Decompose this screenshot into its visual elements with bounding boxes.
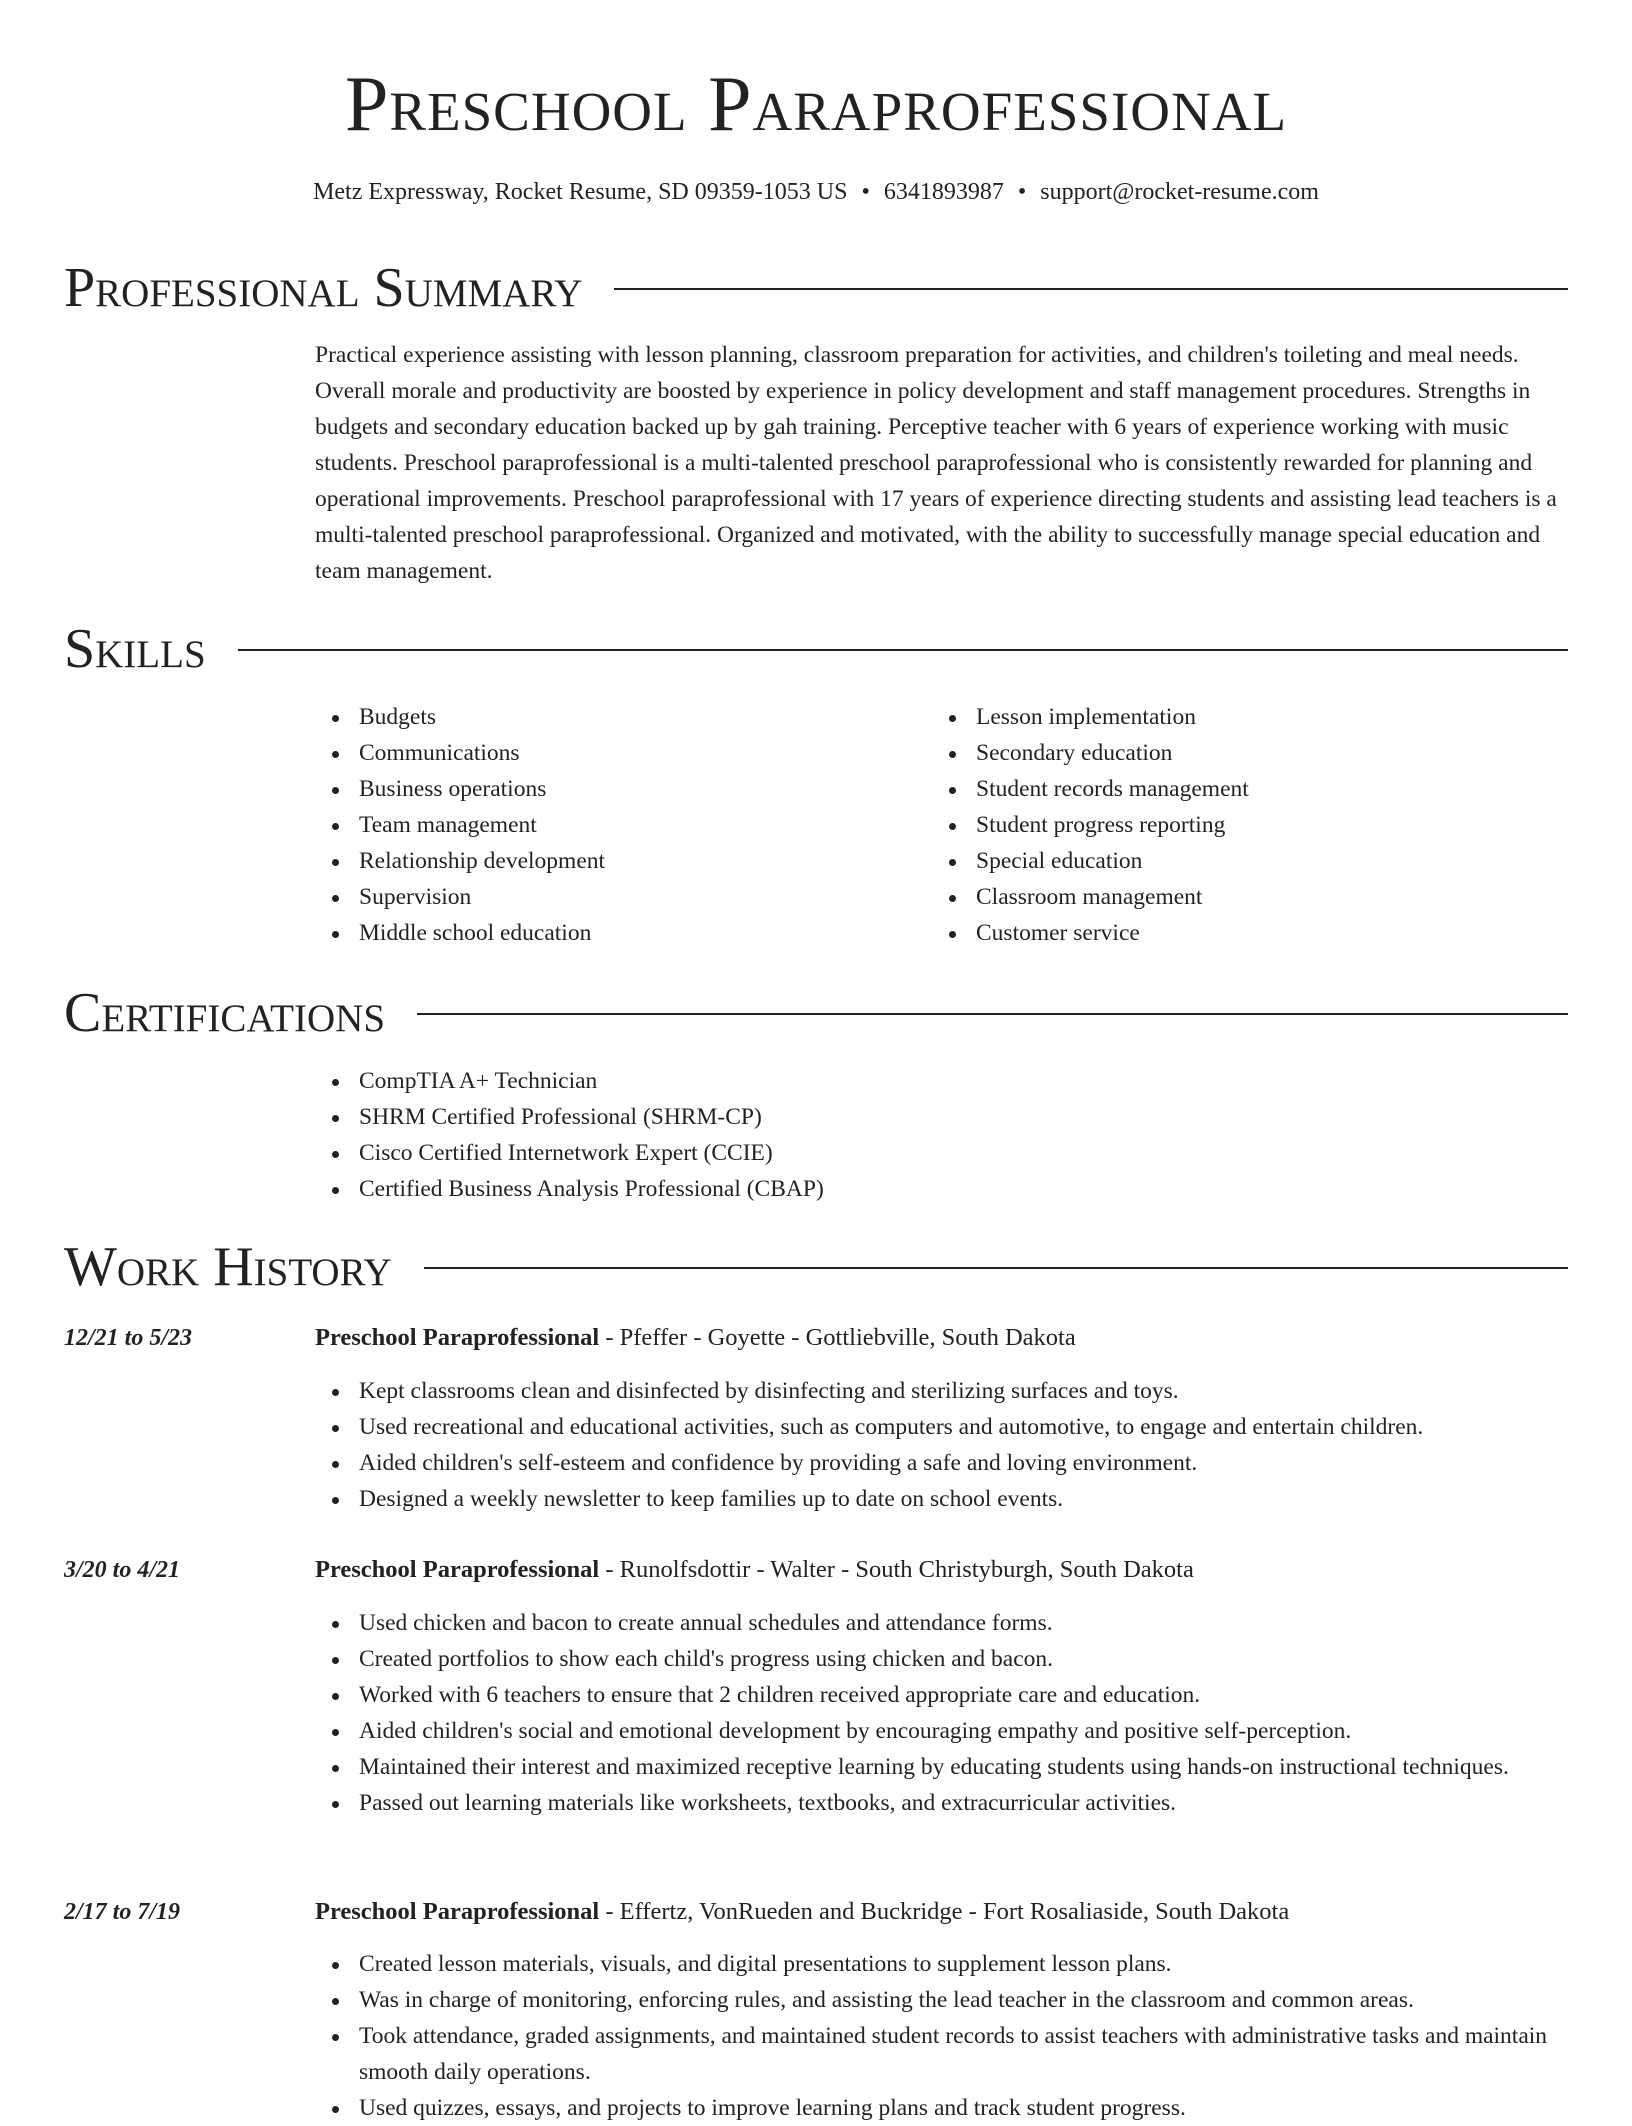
job-duty-item: Used recreational and educational activities, such as computers and automotive, to engage and entertain children. — [315, 1409, 1568, 1445]
job-dates: 2/17 to 7/19 — [64, 1899, 181, 1925]
skill-item: Special education — [932, 843, 1532, 879]
job-duty-item: Aided children's self-esteem and confidence by providing a safe and loving environment. — [315, 1445, 1568, 1481]
summary-section-header — [64, 256, 1568, 320]
skills-column-left — [315, 699, 915, 951]
certifications-section-header — [64, 981, 1568, 1045]
skills-column-right — [932, 699, 1532, 951]
skill-item: Student progress reporting — [932, 807, 1532, 843]
certification-item: Cisco Certified Internetwork Expert (CCIE) — [315, 1135, 1215, 1171]
job-duty-item: Designed a weekly newsletter to keep families up to date on school events. — [315, 1481, 1568, 1517]
job-duty-item: Aided children's social and emotional development by encouraging empathy and positive self-perception. — [315, 1713, 1568, 1749]
skills-section-header — [64, 617, 1568, 681]
job-duty-item: Was in charge of monitoring, enforcing rules, and assisting the lead teacher in the classroom and common areas. — [315, 1982, 1568, 2018]
section-divider — [417, 1013, 1568, 1015]
job-title: Preschool Paraprofessional — [315, 1556, 600, 1583]
job-heading — [315, 1320, 1568, 1356]
work-history-section-header — [64, 1235, 1568, 1299]
job-duty-item: Worked with 6 teachers to ensure that 2 children received appropriate care and education. — [315, 1677, 1568, 1713]
job-duty-item: Maintained their interest and maximized receptive learning by educating students using hands-on instructional techniques. — [315, 1749, 1568, 1785]
skill-item: Student records management — [932, 771, 1532, 807]
certification-item: Certified Business Analysis Professional (CBAP) — [315, 1171, 1215, 1207]
skill-item: Lesson implementation — [932, 699, 1532, 735]
job-title: Preschool Paraprofessional — [315, 1898, 600, 1925]
skill-item: Budgets — [315, 699, 915, 735]
job-dates: 12/21 to 5/23 — [64, 1325, 193, 1351]
certification-item: CompTIA A+ Technician — [315, 1063, 1215, 1099]
section-divider — [238, 649, 1568, 651]
job-duty-item: Used chicken and bacon to create annual schedules and attendance forms. — [315, 1605, 1568, 1641]
skill-item: Communications — [315, 735, 915, 771]
job-employer: - Effertz, VonRueden and Buckridge - Fort Rosaliaside, South Dakota — [599, 1898, 1290, 1925]
job-dates: 3/20 to 4/21 — [64, 1557, 181, 1583]
job-heading — [315, 1894, 1568, 1930]
contact-address: Metz Expressway, Rocket Resume, SD 09359-1053 US — [313, 179, 848, 205]
certifications-list — [315, 1063, 1215, 1207]
skill-item: Middle school education — [315, 915, 915, 951]
skill-item: Classroom management — [932, 879, 1532, 915]
job-duty-item: Created portfolios to show each child's progress using chicken and bacon. — [315, 1641, 1568, 1677]
job-duties — [315, 1605, 1568, 1821]
job-duties — [315, 1946, 1568, 2126]
section-divider — [424, 1267, 1568, 1269]
summary-text: Practical experience assisting with lesson planning, classroom preparation for activities, and children's toileting and meal needs. Overall morale and productivity are boosted by experience in policy development and staff management procedures. Strengths in budgets and secondary education backed up by gah training. Perceptive teacher with 6 years of experience working with music students. Preschool paraprofessional is a multi-talented preschool paraprofessional who is consistently rewarded for planning and operational improvements. Preschool paraprofessional with 17 years of experience directing students and assisting lead teachers is a multi-talented preschool paraprofessional. Organized and motivated, with the ability to successfully manage special education and team management. — [315, 342, 1557, 584]
work-history-heading: Work History — [64, 1236, 392, 1298]
skill-item: Relationship development — [315, 843, 915, 879]
job-duties — [315, 1373, 1568, 1517]
contact-separator: • — [1017, 179, 1027, 205]
skill-item: Business operations — [315, 771, 915, 807]
job-title: Preschool Paraprofessional — [315, 1324, 600, 1351]
job-duty-item: Kept classrooms clean and disinfected by disinfecting and sterilizing surfaces and toys. — [315, 1373, 1568, 1409]
contact-email[interactable]: support@rocket-resume.com — [1040, 179, 1319, 205]
job-duty-item: Took attendance, graded assignments, and maintained student records to assist teachers with administrative tasks and maintain smooth daily operations. — [315, 2018, 1568, 2090]
contact-phone[interactable]: 6341893987 — [883, 179, 1004, 205]
candidate-name: Preschool Paraprofessional — [344, 60, 1288, 147]
certifications-heading: Certifications — [64, 982, 386, 1044]
contact-line — [64, 174, 1568, 210]
summary-heading: Professional Summary — [64, 257, 583, 319]
skill-item: Supervision — [315, 879, 915, 915]
certification-item: SHRM Certified Professional (SHRM-CP) — [315, 1099, 1215, 1135]
job-employer: - Pfeffer - Goyette - Gottliebville, South Dakota — [599, 1324, 1076, 1351]
job-employer: - Runolfsdottir - Walter - South Christyburgh, South Dakota — [599, 1556, 1194, 1583]
job-duty-item: Passed out learning materials like worksheets, textbooks, and extracurricular activities. — [315, 1785, 1568, 1821]
skill-item: Team management — [315, 807, 915, 843]
job-heading — [315, 1552, 1568, 1588]
contact-separator: • — [861, 179, 870, 205]
job-duty-item: Created lesson materials, visuals, and digital presentations to supplement lesson plans. — [315, 1946, 1568, 1982]
skills-heading: Skills — [64, 618, 206, 680]
skill-item: Secondary education — [932, 735, 1532, 771]
job-duty-item: Used quizzes, essays, and projects to improve learning plans and track student progress. — [315, 2090, 1568, 2126]
skill-item: Customer service — [932, 915, 1532, 951]
section-divider — [614, 288, 1568, 290]
